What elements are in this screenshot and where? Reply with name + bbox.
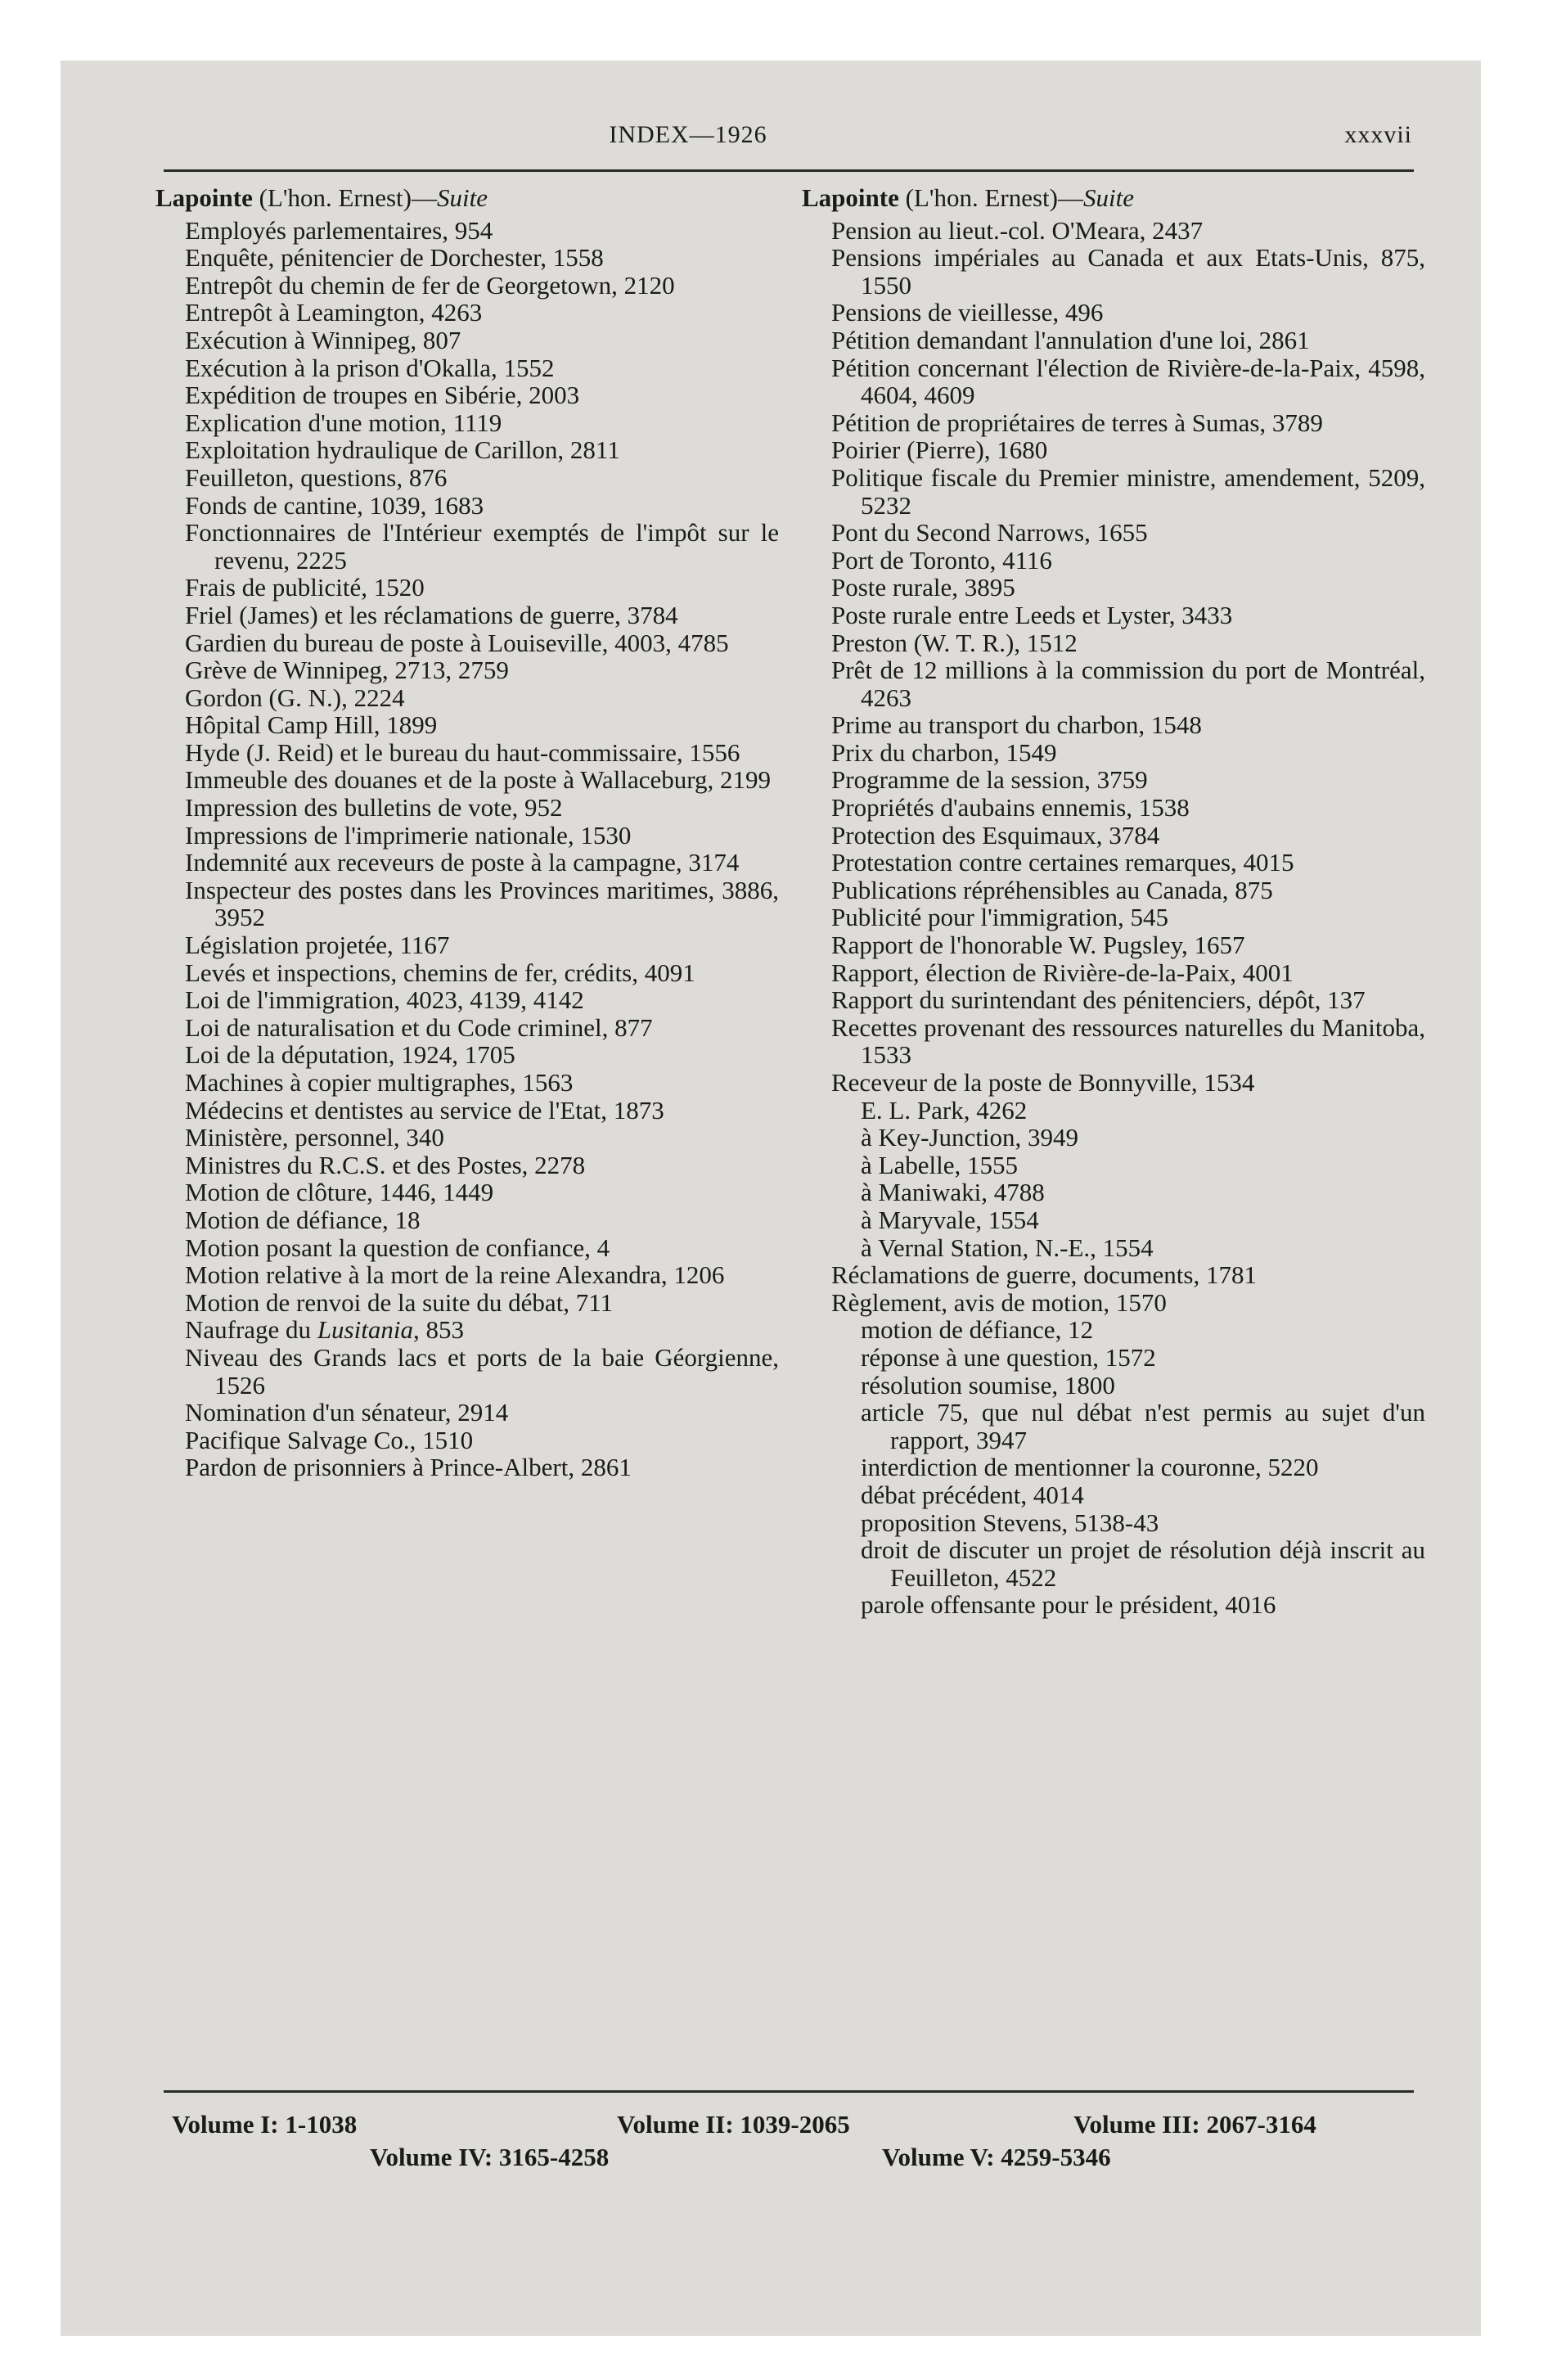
index-entry: Fonds de cantine, 1039, 1683 — [185, 490, 484, 520]
index-entry: Port de Toronto, 4116 — [831, 545, 1052, 575]
index-subentry: à Maryvale, 1554 — [861, 1205, 1039, 1234]
index-title: INDEX—1926 — [609, 121, 767, 148]
index-entry: Impressions de l'imprimerie nationale, 1530 — [185, 820, 632, 850]
page-number: xxxvii — [1344, 121, 1412, 148]
left-column — [155, 184, 779, 1481]
index-subentry: à Maniwaki, 4788 — [861, 1178, 1045, 1207]
volume-2-range: Volume II: 1039-2065 — [617, 2110, 850, 2139]
index-entry: Friel (James) et les réclamations de guerre, 3784 — [185, 600, 678, 629]
volume-3-range: Volume III: 2067-3164 — [1073, 2110, 1316, 2139]
volume-1-range: Volume I: 1-1038 — [172, 2110, 358, 2139]
index-entry-lusitania: Naufrage du Lusitania, 853 — [185, 1315, 464, 1345]
index-entry: Motion posant la question de confiance, 4 — [185, 1233, 610, 1262]
right-column — [802, 184, 1425, 1619]
index-entry: Exécution à Winnipeg, 807 — [185, 325, 461, 354]
left-column-heading: Lapointe (L'hon. Ernest)—Suite — [155, 183, 488, 212]
index-entry: Propriétés d'aubains ennemis, 1538 — [831, 793, 1190, 823]
index-entry: Pétition de propriétaires de terres à Sumas, 3789 — [831, 408, 1323, 437]
index-entry: Rapport, élection de Rivière-de-la-Paix, 4001 — [831, 958, 1294, 987]
index-entry: Hôpital Camp Hill, 1899 — [185, 710, 438, 740]
index-entry: Programme de la session, 3759 — [831, 765, 1148, 795]
index-entry: Pardon de prisonniers à Prince-Albert, 2861 — [185, 1453, 632, 1482]
index-entry: Poste rurale entre Leeds et Lyster, 3433 — [831, 600, 1233, 629]
index-entry: Motion relative à la mort de la reine Alexandra, 1206 — [185, 1260, 725, 1290]
index-entry: Employés parlementaires, 954 — [185, 215, 493, 245]
footer-rule — [164, 2090, 1414, 2093]
index-subentry: à Key-Junction, 3949 — [861, 1123, 1079, 1152]
index-entry: Enquête, pénitencier de Dorchester, 1558 — [185, 243, 604, 273]
index-entry: Hyde (J. Reid) et le bureau du haut-commissaire, 1556 — [185, 737, 740, 767]
index-entry: Loi de naturalisation et du Code criminel, 877 — [185, 1012, 653, 1042]
index-entry: Feuilleton, questions, 876 — [185, 462, 448, 492]
index-entry: Recettes provenant des ressources naturelles du Manitoba, 1533 — [831, 1012, 1425, 1070]
index-entry: Expédition de troupes en Sibérie, 2003 — [185, 381, 580, 410]
volume-ranges — [164, 2110, 1414, 2175]
index-entry: Publicité pour l'immigration, 545 — [831, 903, 1168, 932]
index-entry: Immeuble des douanes et de la poste à Wallaceburg, 2199 — [185, 765, 772, 795]
index-entry: Impression des bulletins de vote, 952 — [185, 793, 563, 823]
index-subentry: résolution soumise, 1800 — [861, 1370, 1115, 1400]
index-entry: Fonctionnaires de l'Intérieur exemptés de l'impôt sur le revenu, 2225 — [185, 518, 779, 575]
index-entry: Publications répréhensibles au Canada, 875 — [831, 875, 1273, 904]
volume-5-range: Volume V: 4259-5346 — [882, 2143, 1111, 2171]
volume-4-range: Volume IV: 3165-4258 — [370, 2143, 610, 2171]
right-column-heading: Lapointe (L'hon. Ernest)—Suite — [802, 183, 1134, 212]
index-entry: Réclamations de guerre, documents, 1781 — [831, 1260, 1257, 1290]
index-entry: Grève de Winnipeg, 2713, 2759 — [185, 656, 509, 685]
index-entry: Poirier (Pierre), 1680 — [831, 435, 1048, 465]
index-entry: Pensions de vieillesse, 496 — [831, 298, 1104, 327]
index-entry: Ministres du R.C.S. et des Postes, 2278 — [185, 1150, 586, 1179]
index-entry: Levés et inspections, chemins de fer, crédits, 4091 — [185, 958, 695, 987]
index-entry: Médecins et dentistes au service de l'Etat, 1873 — [185, 1095, 664, 1125]
index-entry: Poste rurale, 3895 — [831, 573, 1015, 602]
index-entry: Inspecteur des postes dans les Provinces maritimes, 3886, 3952 — [185, 875, 779, 932]
running-head — [103, 121, 1412, 162]
index-subentry: à Vernal Station, N.-E., 1554 — [861, 1233, 1154, 1262]
volume-row — [164, 2110, 1414, 2143]
index-entry: Ministère, personnel, 340 — [185, 1123, 444, 1152]
index-entry: Pétition concernant l'élection de Rivière-de-la-Paix, 4598, 4604, 4609 — [831, 353, 1425, 410]
index-entry: Machines à copier multigraphes, 1563 — [185, 1068, 574, 1097]
index-entry: Preston (W. T. R.), 1512 — [831, 628, 1078, 657]
index-entry: Exécution à la prison d'Okalla, 1552 — [185, 353, 555, 382]
index-entry: Prêt de 12 millions à la commission du port de Montréal, 4263 — [831, 656, 1425, 712]
index-subentry: article 75, que nul débat n'est permis au sujet d'un rapport, 3947 — [861, 1398, 1425, 1454]
index-entry: Pacifique Salvage Co., 1510 — [185, 1425, 474, 1454]
index-subentry: droit de discuter un projet de résolution déjà inscrit au Feuilleton, 4522 — [861, 1535, 1425, 1592]
index-entry: Gardien du bureau de poste à Louiseville, 4003, 4785 — [185, 628, 729, 657]
index-subentry: E. L. Park, 4262 — [861, 1095, 1028, 1125]
index-entry: Indemnité aux receveurs de poste à la campagne, 3174 — [185, 848, 740, 877]
index-subentry: à Labelle, 1555 — [861, 1150, 1018, 1179]
index-entry: Rapport de l'honorable W. Pugsley, 1657 — [831, 931, 1245, 960]
volume-row — [164, 2143, 1414, 2175]
index-entry: Pont du Second Narrows, 1655 — [831, 518, 1148, 548]
index-entry: Motion de clôture, 1446, 1449 — [185, 1178, 494, 1207]
index-subentry: interdiction de mentionner la couronne, 5220 — [861, 1453, 1319, 1482]
index-entry: Prime au transport du charbon, 1548 — [831, 710, 1202, 740]
index-entry: Règlement, avis de motion, 1570 — [831, 1287, 1167, 1317]
index-subentry: débat précédent, 4014 — [861, 1480, 1084, 1509]
index-entry: Loi de l'immigration, 4023, 4139, 4142 — [185, 985, 584, 1015]
index-entry: Motion de défiance, 18 — [185, 1205, 421, 1234]
index-entry: Entrepôt du chemin de fer de Georgetown, 2120 — [185, 270, 675, 300]
index-entry: Politique fiscale du Premier ministre, amendement, 5209, 5232 — [831, 462, 1425, 520]
index-entry: Exploitation hydraulique de Carillon, 2811 — [185, 435, 620, 465]
index-entry: Motion de renvoi de la suite du débat, 711 — [185, 1287, 614, 1317]
index-entry: Pension au lieut.-col. O'Meara, 2437 — [831, 215, 1204, 245]
index-entry: Protection des Esquimaux, 3784 — [831, 820, 1160, 850]
index-entry: Frais de publicité, 1520 — [185, 573, 425, 602]
index-entry: Nomination d'un sénateur, 2914 — [185, 1398, 509, 1427]
index-subentry: réponse à une question, 1572 — [861, 1342, 1156, 1372]
header-rule — [164, 169, 1414, 172]
index-entry: Niveau des Grands lacs et ports de la baie Géorgienne, 1526 — [185, 1342, 779, 1400]
index-entry: Receveur de la poste de Bonnyville, 1534 — [831, 1068, 1255, 1097]
index-entry: Explication d'une motion, 1119 — [185, 408, 502, 437]
index-subentry: proposition Stevens, 5138-43 — [861, 1508, 1159, 1537]
index-subentry: parole offensante pour le président, 4016 — [861, 1590, 1276, 1620]
index-entry: Pensions impériales au Canada et aux Etats-Unis, 875, 1550 — [831, 243, 1425, 300]
index-entry: Loi de la députation, 1924, 1705 — [185, 1040, 515, 1070]
index-entry: Rapport du surintendant des pénitenciers, dépôt, 137 — [831, 985, 1366, 1015]
index-entry: Pétition demandant l'annulation d'une loi, 2861 — [831, 325, 1310, 354]
index-entry: Gordon (G. N.), 2224 — [185, 683, 405, 712]
index-entry: Entrepôt à Leamington, 4263 — [185, 298, 483, 327]
index-entry: Législation projetée, 1167 — [185, 931, 450, 960]
index-subentry: motion de défiance, 12 — [861, 1315, 1094, 1345]
index-entry: Protestation contre certaines remarques, 4015 — [831, 848, 1294, 877]
index-entry: Prix du charbon, 1549 — [831, 737, 1057, 767]
